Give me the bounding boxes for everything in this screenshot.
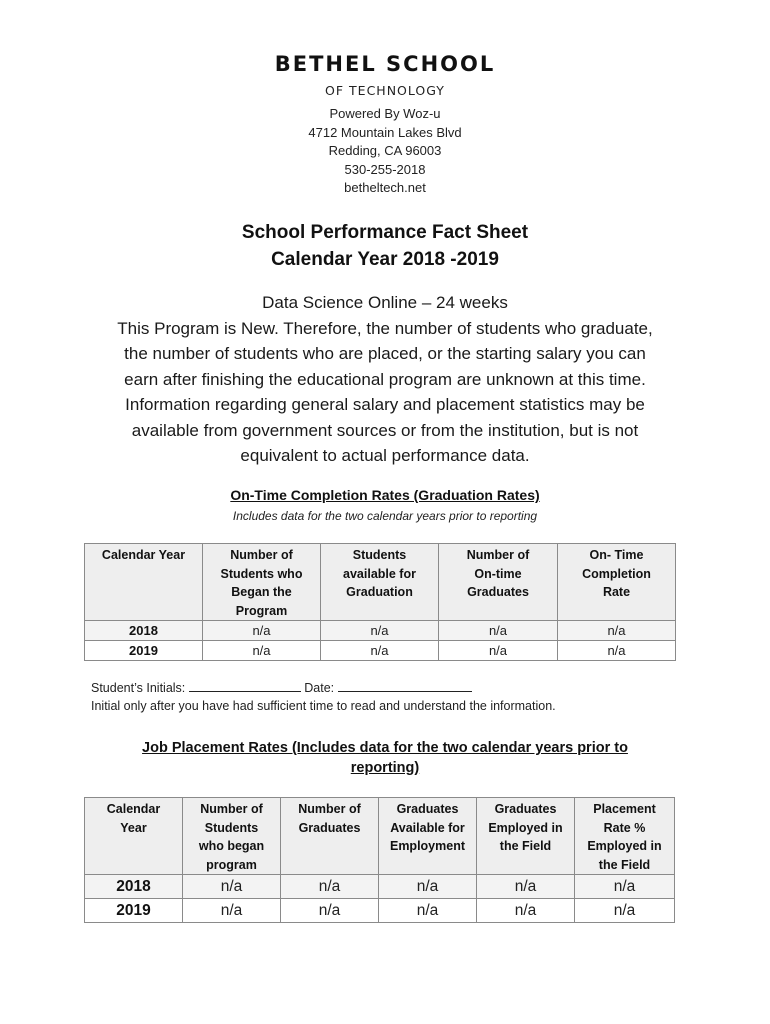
phone-number: 530-255-2018 (344, 161, 426, 177)
table-cell: n/a (281, 875, 379, 899)
year-cell: 2018 (85, 621, 203, 641)
year-cell: 2019 (85, 641, 203, 661)
completion-section-title: On-Time Completion Rates (Graduation Rates) (230, 487, 540, 503)
table-cell: n/a (183, 875, 281, 899)
table-cell: n/a (439, 621, 558, 641)
placement-section-title (0, 738, 770, 778)
placement-title-line-1: Job Placement Rates (Includes data for the two calendar years prior to (142, 740, 628, 756)
table-cell: n/a (439, 641, 558, 661)
address-block (0, 105, 770, 198)
intro-line: Information regarding general salary and placement statistics may be (125, 395, 645, 414)
column-header: On- Time Completion Rate (558, 544, 676, 621)
column-header: Students available for Graduation (321, 544, 439, 621)
intro-line: This Program is New. Therefore, the number of students who graduate, (117, 318, 653, 338)
table-row (85, 641, 676, 661)
table-header-row (85, 798, 675, 875)
table-cell: n/a (281, 899, 379, 923)
date-label: Date: (304, 681, 335, 695)
column-header: Graduates Employed in the Field (477, 798, 575, 875)
column-header: Number of Students who Began the Program (203, 544, 321, 621)
column-header: Graduates Available for Employment (379, 798, 477, 875)
table-cell: n/a (379, 875, 477, 899)
year-cell: 2019 (85, 899, 183, 923)
program-name: Data Science Online – 24 weeks (262, 293, 508, 312)
initials-line (91, 679, 556, 697)
table-cell: n/a (477, 875, 575, 899)
acknowledgement-note: Initial only after you have had sufficient time to read and understand the information. (91, 699, 556, 713)
intro-line: earn after finishing the educational program are unknown at this time. (124, 369, 646, 389)
intro-paragraph (0, 290, 770, 469)
completion-section-subtitle: Includes data for the two calendar years prior to reporting (232, 509, 538, 523)
address-line: Redding, CA 96003 (328, 143, 442, 158)
table-cell: n/a (203, 641, 321, 661)
table-cell: n/a (203, 621, 321, 641)
table-cell: n/a (321, 621, 439, 641)
completion-rates-table (84, 543, 676, 661)
table-header-row (85, 544, 676, 621)
placement-title-line-2: reporting) (350, 760, 420, 776)
intro-line: available from government sources or from the institution, but is not (131, 420, 639, 440)
table-row (85, 899, 675, 923)
intro-line: the number of students who are placed, or the starting salary you can (124, 344, 646, 363)
column-header: Number of On-time Graduates (439, 544, 558, 621)
table-cell: n/a (575, 899, 675, 923)
table-row (85, 875, 675, 899)
table-cell: n/a (477, 899, 575, 923)
column-header: Placement Rate % Employed in the Field (575, 798, 675, 875)
title-line-2: Calendar Year 2018 -2019 (271, 249, 499, 270)
table-cell: n/a (558, 641, 676, 661)
school-subtitle: OF TECHNOLOGY (325, 83, 445, 98)
table-cell: n/a (183, 899, 281, 923)
initials-label: Student’s Initials: (91, 681, 186, 695)
title-line-1: School Performance Fact Sheet (241, 222, 529, 243)
website: betheltech.net (344, 180, 426, 195)
table-cell: n/a (321, 641, 439, 661)
table-row (85, 621, 676, 641)
table-cell: n/a (379, 899, 477, 923)
intro-line: equivalent to actual performance data. (240, 446, 530, 465)
column-header: Number of Graduates (281, 798, 379, 875)
column-header: Number of Students who began program (183, 798, 281, 875)
date-field[interactable] (338, 679, 472, 692)
column-header: Calendar Year (85, 798, 183, 875)
table-cell: n/a (575, 875, 675, 899)
table-cell: n/a (558, 621, 676, 641)
page-title (0, 219, 770, 273)
acknowledgement-block (91, 679, 556, 715)
address-line: 4712 Mountain Lakes Blvd (308, 124, 462, 140)
year-cell: 2018 (85, 875, 183, 899)
initials-field[interactable] (189, 679, 301, 692)
column-header: Calendar Year (85, 544, 203, 621)
school-name: BETHEL SCHOOL (274, 52, 496, 76)
placement-rates-table (84, 797, 675, 923)
address-line: Powered By Woz-u (329, 106, 441, 121)
